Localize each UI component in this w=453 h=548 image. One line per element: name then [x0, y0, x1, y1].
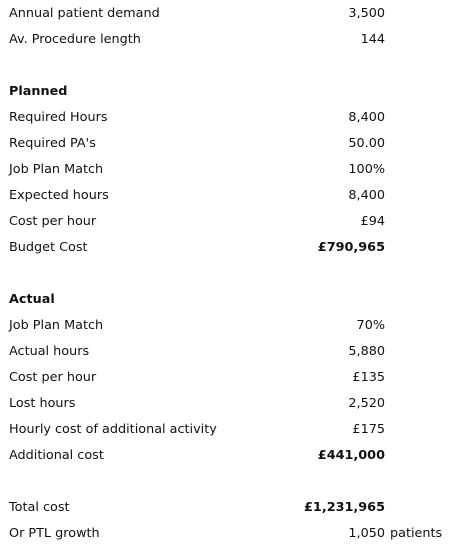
row-label: Total cost — [9, 500, 70, 515]
row-value: 70% — [356, 318, 385, 333]
row-label: Av. Procedure length — [9, 32, 141, 47]
row-value: 144 — [360, 32, 385, 47]
row-label: Actual hours — [9, 344, 90, 359]
row-label: Budget Cost — [9, 240, 88, 255]
table-row — [9, 446, 449, 466]
row-label: Expected hours — [9, 188, 109, 203]
row-label: Required PA's — [9, 136, 96, 151]
table-row — [9, 498, 449, 518]
row-value: 8,400 — [348, 188, 385, 203]
total-cost-value: £1,231,965 — [304, 500, 385, 515]
table-row — [9, 186, 449, 206]
row-label: Or PTL growth — [9, 526, 100, 541]
table-row — [9, 134, 449, 154]
budget-cost-value: £790,965 — [317, 240, 385, 255]
table-row — [9, 368, 449, 388]
row-value: 100% — [348, 162, 385, 177]
table-row — [9, 30, 449, 50]
row-value: 5,880 — [348, 344, 385, 359]
row-label: Annual patient demand — [9, 6, 160, 21]
row-label: Job Plan Match — [9, 162, 104, 177]
row-value: 8,400 — [348, 110, 385, 125]
row-value: £94 — [360, 214, 385, 229]
table-row — [9, 212, 449, 232]
table-row — [9, 108, 449, 128]
row-label: Cost per hour — [9, 214, 97, 229]
additional-cost-value: £441,000 — [317, 448, 385, 463]
row-value: 3,500 — [348, 6, 385, 21]
row-value: 50.00 — [348, 136, 385, 151]
row-label: Lost hours — [9, 396, 76, 411]
table-row — [9, 342, 449, 362]
row-label: Additional cost — [9, 448, 104, 463]
table-row — [9, 160, 449, 180]
section-heading-actual: Actual — [9, 292, 55, 307]
row-value: 2,520 — [348, 396, 385, 411]
row-label: Cost per hour — [9, 370, 97, 385]
table-row — [9, 394, 449, 414]
table-row — [9, 524, 449, 544]
table-row — [9, 316, 449, 336]
row-label: Required Hours — [9, 110, 108, 125]
row-label: Hourly cost of additional activity — [9, 422, 217, 437]
row-label: Job Plan Match — [9, 318, 104, 333]
table-row — [9, 238, 449, 258]
row-unit: patients — [390, 526, 443, 541]
row-value: 1,050 — [348, 526, 385, 541]
table-row — [9, 420, 449, 440]
row-value: £135 — [352, 370, 385, 385]
section-heading-planned: Planned — [9, 84, 68, 99]
table-row — [9, 4, 449, 24]
row-value: £175 — [352, 422, 385, 437]
